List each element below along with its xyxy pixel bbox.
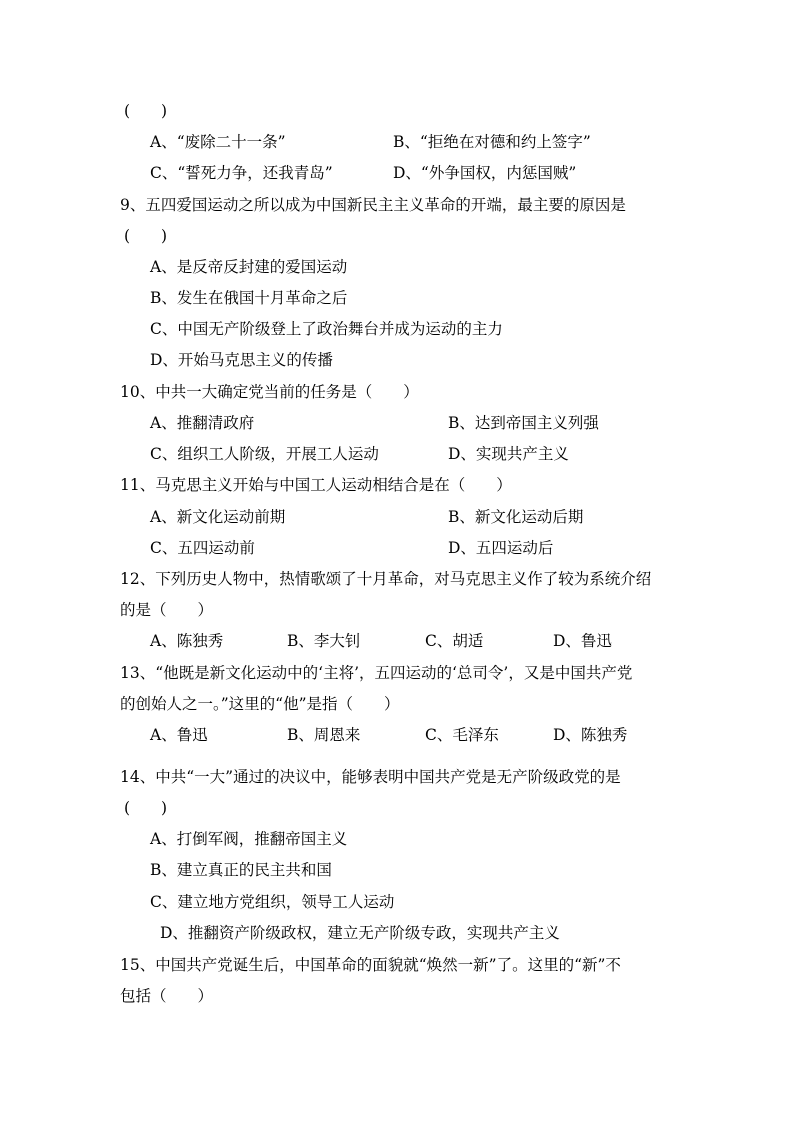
q13-option-d: D、陈独秀 <box>553 726 628 744</box>
q13-option-c: C、毛泽东 <box>425 726 499 744</box>
q11-option-b: B、新文化运动后期 <box>448 508 584 526</box>
q8-option-a: A、“废除二十一条” <box>150 133 286 151</box>
q14-option-d: D、推翻资产阶级政权，建立无产阶级专政，实现共产主义 <box>160 924 560 942</box>
q9-option-a: A、是反帝反封建的爱国运动 <box>150 258 348 276</box>
q8-answer-paren: ( ) <box>124 102 168 120</box>
q11-option-c: C、五四运动前 <box>150 539 255 557</box>
q12-option-a: A、陈独秀 <box>150 632 224 650</box>
q9-option-b: B、发生在俄国十月革命之后 <box>150 289 348 307</box>
q12-option-c: C、胡适 <box>425 632 484 650</box>
q10-option-b: B、达到帝国主义列强 <box>448 414 599 432</box>
q11-option-a: A、新文化运动前期 <box>150 508 286 526</box>
q13-stem-line-2: 的创始人之一。”这里的“他”是指（ ） <box>120 695 400 713</box>
q14-answer-paren: ( ) <box>124 799 168 817</box>
q12-option-d: D、鲁迅 <box>553 632 612 650</box>
q9-answer-paren: ( ) <box>124 227 168 245</box>
q9-stem: 9、五四爱国运动之所以成为中国新民主主义革命的开端，最主要的原因是 <box>120 196 626 214</box>
q9-option-c: C、中国无产阶级登上了政治舞台并成为运动的主力 <box>150 320 503 338</box>
q14-stem: 14、中共“一大”通过的决议中，能够表明中国共产党是无产阶级政党的是 <box>120 768 621 786</box>
q15-stem-line-2: 包括（ ） <box>120 987 214 1005</box>
q14-option-a: A、打倒军阀，推翻帝国主义 <box>150 830 348 848</box>
q10-option-d: D、实现共产主义 <box>448 445 569 463</box>
q9-option-d: D、开始马克思主义的传播 <box>150 351 333 369</box>
q12-option-b: B、李大钊 <box>287 632 361 650</box>
q13-option-a: A、鲁迅 <box>150 726 208 744</box>
q8-option-d: D、“外争国权，内惩国贼” <box>393 164 577 182</box>
q12-stem-line-2: 的是（ ） <box>120 601 214 619</box>
q8-option-c: C、“誓死力争，还我青岛” <box>150 164 333 182</box>
q14-option-c: C、建立地方党组织，领导工人运动 <box>150 893 395 911</box>
q11-option-d: D、五四运动后 <box>448 539 554 557</box>
q10-option-c: C、组织工人阶级，开展工人运动 <box>150 445 379 463</box>
q10-stem: 10、中共一大确定党当前的任务是（ ） <box>120 383 419 401</box>
q13-stem-line-1: 13、“他既是新文化运动中的‘主将’，五四运动的‘总司令’，又是中国共产党 <box>120 664 633 682</box>
q12-stem-line-1: 12、下列历史人物中，热情歌颂了十月革命，对马克思主义作了较为系统介绍 <box>120 570 652 588</box>
q11-stem: 11、马克思主义开始与中国工人运动相结合是在（ ） <box>120 476 512 494</box>
q10-option-a: A、推翻清政府 <box>150 414 255 432</box>
q8-option-b: B、“拒绝在对德和约上签字” <box>393 133 591 151</box>
q15-stem-line-1: 15、中国共产党诞生后，中国革命的面貌就“焕然一新”了。这里的“新”不 <box>120 956 621 974</box>
q13-option-b: B、周恩来 <box>287 726 361 744</box>
q14-option-b: B、建立真正的民主共和国 <box>150 861 332 879</box>
